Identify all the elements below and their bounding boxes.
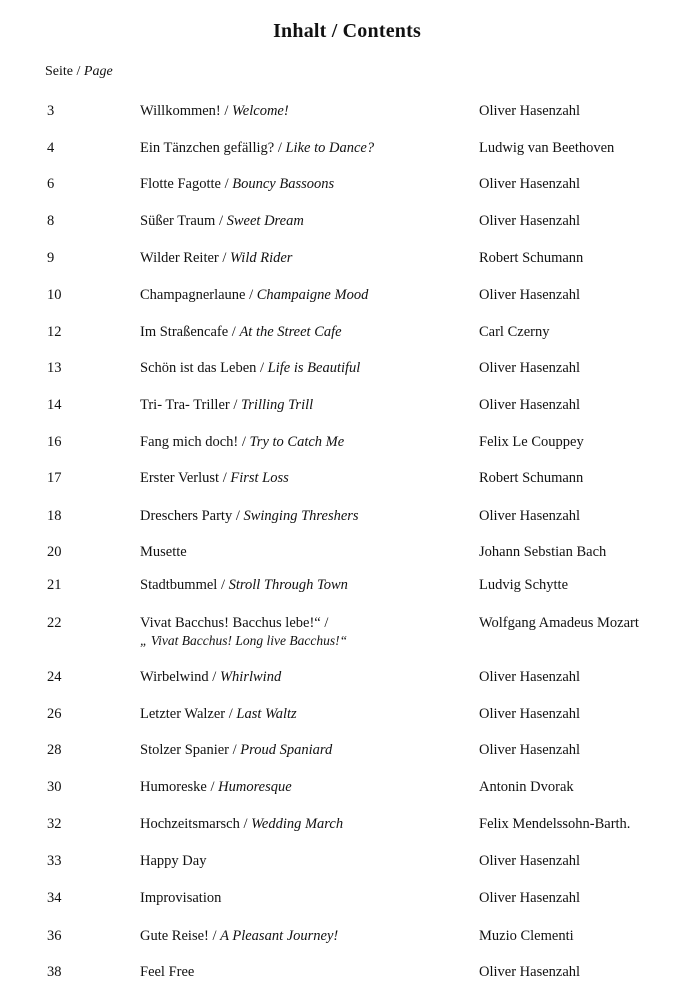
piece-title [140,323,460,341]
piece-title-german: Willkommen! / [140,103,233,119]
composer-name: Ludvig Schytte [479,577,569,593]
piece-title [140,705,460,723]
composer-name: Oliver Hasenzahl [479,669,581,685]
composer-name: Oliver Hasenzahl [479,890,581,906]
piece-title-german: Feel Free [140,964,195,980]
piece-title-english: Whirlwind [219,669,282,685]
piece-title-english: A Pleasant Journey! [220,928,339,944]
composer-name: Oliver Hasenzahl [479,287,581,303]
piece-title-english: Trilling Trill [241,397,314,413]
piece-title-german: Tri- Tra- Triller / [140,397,242,413]
piece-title [140,614,460,650]
piece-title [140,543,460,561]
composer-name: Oliver Hasenzahl [479,706,581,722]
page-number: 28 [47,742,62,758]
piece-title-german: Stadtbummel / [140,577,229,593]
piece-title [140,469,460,487]
piece-title-english: Life is Beautiful [267,360,361,376]
page-number: 21 [47,577,62,593]
page-number: 4 [47,140,55,156]
composer-name: Oliver Hasenzahl [479,360,581,376]
page-number: 26 [47,706,62,722]
piece-title-german: Schön ist das Leben / [140,360,268,376]
page-number: 30 [47,779,62,795]
piece-title [140,175,460,193]
piece-title-german: Im Straßencafe / [140,324,240,340]
piece-title-english: Bouncy Bassoons [232,176,335,192]
page-number: 17 [47,470,62,486]
piece-title-german: Erster Verlust / [140,470,231,486]
piece-title-german: Humoreske / [140,779,219,795]
piece-title-english: Last Waltz [236,706,297,722]
page-number: 12 [47,324,62,340]
page-number: 3 [47,103,55,119]
page-title: Inhalt / Contents [273,20,421,42]
piece-title [140,963,460,981]
composer-name: Johann Sebstian Bach [479,544,607,560]
piece-title-german: Stolzer Spanier / [140,742,241,758]
piece-title [140,139,460,157]
piece-title-english: Sweet Dream [226,213,304,229]
piece-title [140,507,460,525]
piece-title-english: Stroll Through Town [228,577,348,593]
piece-title [140,576,460,594]
piece-title-english: Wedding March [251,816,344,832]
composer-name: Oliver Hasenzahl [479,742,581,758]
piece-title-english: Swinging Threshers [243,508,359,524]
piece-title [140,359,460,377]
piece-title [140,927,460,945]
composer-name: Antonin Dvorak [479,779,574,795]
composer-name: Oliver Hasenzahl [479,853,581,869]
page-number: 18 [47,508,62,524]
piece-title-english: Wild Rider [230,250,293,266]
piece-title [140,396,460,414]
page-number: 38 [47,964,62,980]
piece-title-german: Dreschers Party / [140,508,244,524]
composer-name: Robert Schumann [479,250,584,266]
column-header-label-en: Page [83,64,113,79]
composer-name: Muzio Clementi [479,928,574,944]
piece-title-english: At the Street Cafe [239,324,342,340]
piece-title [140,433,460,451]
piece-title-german: Gute Reise! / [140,928,221,944]
composer-name: Oliver Hasenzahl [479,213,581,229]
piece-title-english: Proud Spaniard [240,742,333,758]
piece-title [140,778,460,796]
composer-name: Oliver Hasenzahl [479,964,581,980]
piece-title [140,286,460,304]
composer-name: Carl Czerny [479,324,550,340]
page-number: 24 [47,669,62,685]
piece-title [140,212,460,230]
composer-name: Felix Le Couppey [479,434,584,450]
piece-title [140,889,460,907]
piece-title-english: Try to Catch Me [249,434,345,450]
piece-title-german: Ein Tänzchen gefällig? / [140,140,286,156]
piece-title-english: Champaigne Mood [256,287,369,303]
page-number: 32 [47,816,62,832]
piece-title [140,852,460,870]
page-number: 14 [47,397,62,413]
piece-title [140,102,460,120]
composer-name: Oliver Hasenzahl [479,397,581,413]
page-number: 34 [47,890,62,906]
page-number: 10 [47,287,62,303]
composer-name: Oliver Hasenzahl [479,103,581,119]
composer-name: Felix Mendelssohn-Barth. [479,816,631,832]
piece-title-english: First Loss [230,470,289,486]
composer-name: Oliver Hasenzahl [479,508,581,524]
piece-title-german: Vivat Bacchus! Bacchus lebe!“ / [140,615,329,631]
piece-title-german: Improvisation [140,890,222,906]
piece-title-german: Hochzeitsmarsch / [140,816,252,832]
piece-title-german: Letzter Walzer / [140,706,237,722]
page-number: 22 [47,615,62,631]
piece-title-german: Musette [140,544,187,560]
page-number: 9 [47,250,55,266]
piece-title-german: Fang mich doch! / [140,434,250,450]
piece-title [140,249,460,267]
piece-title-german: Happy Day [140,853,207,869]
composer-name: Oliver Hasenzahl [479,176,581,192]
piece-title [140,815,460,833]
piece-title-german: Süßer Traum / [140,213,227,229]
page-number: 8 [47,213,55,229]
piece-title-german: Wirbelwind / [140,669,220,685]
page-number: 20 [47,544,62,560]
composer-name: Robert Schumann [479,470,584,486]
page-number: 36 [47,928,62,944]
page-number: 13 [47,360,62,376]
page-number: 16 [47,434,62,450]
piece-title [140,668,460,686]
piece-title-english: Humoresque [218,779,292,795]
piece-title-english: Like to Dance? [285,140,375,156]
page-number: 33 [47,853,62,869]
page-number: 6 [47,176,55,192]
piece-title [140,741,460,759]
piece-title-german: Flotte Fagotte / [140,176,233,192]
column-header-page [45,64,113,80]
piece-title-german: Wilder Reiter / [140,250,231,266]
composer-name: Wolfgang Amadeus Mozart [479,615,639,631]
composer-name: Ludwig van Beethoven [479,140,615,156]
piece-title-english: „ Vivat Bacchus! Long live Bacchus!“ [140,633,348,648]
piece-title-english: Welcome! [232,103,289,119]
column-header-label-de: Seite / [45,64,84,79]
piece-title-german: Champagnerlaune / [140,287,257,303]
